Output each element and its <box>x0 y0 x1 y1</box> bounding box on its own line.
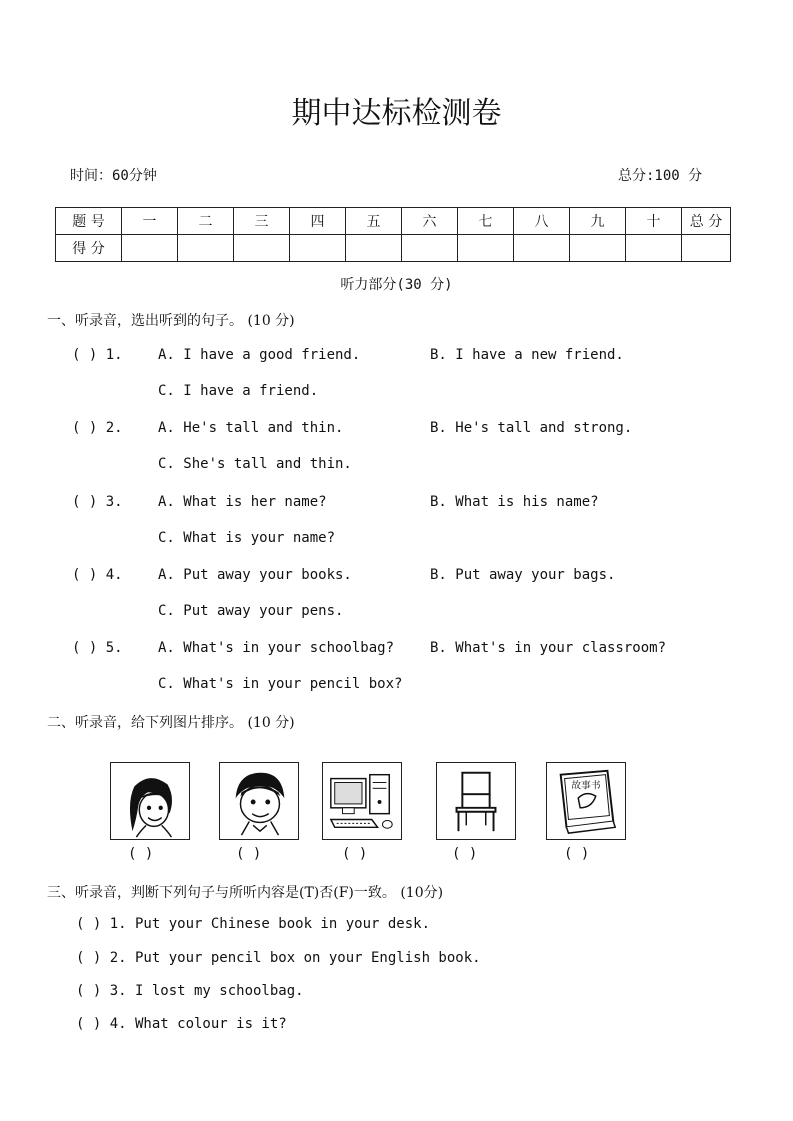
question-number: ( ) 2. <box>72 420 123 436</box>
table-cell: 一 <box>122 208 178 235</box>
option-a: A. What's in your schoolbag? <box>158 640 395 656</box>
score-input-cell[interactable] <box>458 235 514 262</box>
option-a: A. Put away your books. <box>158 567 352 583</box>
score-table-header-row <box>56 208 731 235</box>
question-number: ( ) 3. <box>72 494 123 510</box>
option-c: C. She's tall and thin. <box>158 456 352 472</box>
option-c: C. Put away your pens. <box>158 603 344 619</box>
total-score-label: 总分:100 分 <box>618 168 703 184</box>
score-input-cell[interactable] <box>290 235 346 262</box>
table-cell: 二 <box>178 208 234 235</box>
girl-icon <box>110 762 190 840</box>
table-cell: 总 分 <box>682 208 731 235</box>
storybook-icon <box>546 762 626 840</box>
chair-icon <box>436 762 516 840</box>
score-input-cell[interactable] <box>402 235 458 262</box>
picture-order-blank[interactable]: ( ) <box>564 846 590 862</box>
score-input-cell[interactable] <box>626 235 682 262</box>
table-cell: 八 <box>514 208 570 235</box>
option-c: C. What is your name? <box>158 530 336 546</box>
table-cell: 四 <box>290 208 346 235</box>
score-table-score-row <box>56 235 731 262</box>
score-input-cell[interactable] <box>570 235 626 262</box>
picture-order-blank[interactable]: ( ) <box>236 846 262 862</box>
table-cell: 六 <box>402 208 458 235</box>
table-cell: 九 <box>570 208 626 235</box>
true-false-item: ( ) 2. Put your pencil box on your English book. <box>76 950 481 966</box>
option-b: B. I have a new friend. <box>430 347 624 363</box>
option-a: A. I have a good friend. <box>158 347 361 363</box>
part3-heading: 三、听录音，判断下列句子与所听内容是(T)否(F)一致。 (10分) <box>47 885 444 901</box>
score-input-cell[interactable] <box>178 235 234 262</box>
score-table <box>55 207 731 262</box>
book-title-text: 故事书 <box>571 780 601 792</box>
option-b: B. What is his name? <box>430 494 599 510</box>
table-cell: 三 <box>234 208 290 235</box>
table-cell: 得 分 <box>56 235 122 262</box>
listening-section-title: 听力部分(30 分) <box>340 277 453 293</box>
question-number: ( ) 4. <box>72 567 123 583</box>
computer-icon <box>322 762 402 840</box>
true-false-item: ( ) 1. Put your Chinese book in your desk. <box>76 916 431 932</box>
question-number: ( ) 1. <box>72 347 123 363</box>
page-title: 期中达标检测卷 <box>291 96 502 131</box>
score-input-cell[interactable] <box>122 235 178 262</box>
boy-icon <box>219 762 299 840</box>
table-cell: 题 号 <box>56 208 122 235</box>
true-false-item: ( ) 3. I lost my schoolbag. <box>76 983 304 999</box>
option-c: C. What's in your pencil box? <box>158 676 403 692</box>
option-a: A. What is her name? <box>158 494 327 510</box>
score-input-cell[interactable] <box>346 235 402 262</box>
option-b: B. What's in your classroom? <box>430 640 667 656</box>
picture-order-blank[interactable]: ( ) <box>128 846 154 862</box>
time-label: 时间：60分钟 <box>70 168 157 184</box>
part2-heading: 二、听录音，给下列图片排序。 (10 分) <box>47 715 295 731</box>
table-cell: 十 <box>626 208 682 235</box>
part1-heading: 一、听录音，选出听到的句子。 (10 分) <box>47 313 295 329</box>
option-a: A. He's tall and thin. <box>158 420 344 436</box>
table-cell: 七 <box>458 208 514 235</box>
option-c: C. I have a friend. <box>158 383 319 399</box>
picture-order-blank[interactable]: ( ) <box>452 846 478 862</box>
true-false-item: ( ) 4. What colour is it? <box>76 1016 287 1032</box>
option-b: B. Put away your bags. <box>430 567 616 583</box>
question-number: ( ) 5. <box>72 640 123 656</box>
table-cell: 五 <box>346 208 402 235</box>
score-input-cell[interactable] <box>682 235 731 262</box>
score-input-cell[interactable] <box>234 235 290 262</box>
picture-order-blank[interactable]: ( ) <box>342 846 368 862</box>
score-input-cell[interactable] <box>514 235 570 262</box>
option-b: B. He's tall and strong. <box>430 420 633 436</box>
